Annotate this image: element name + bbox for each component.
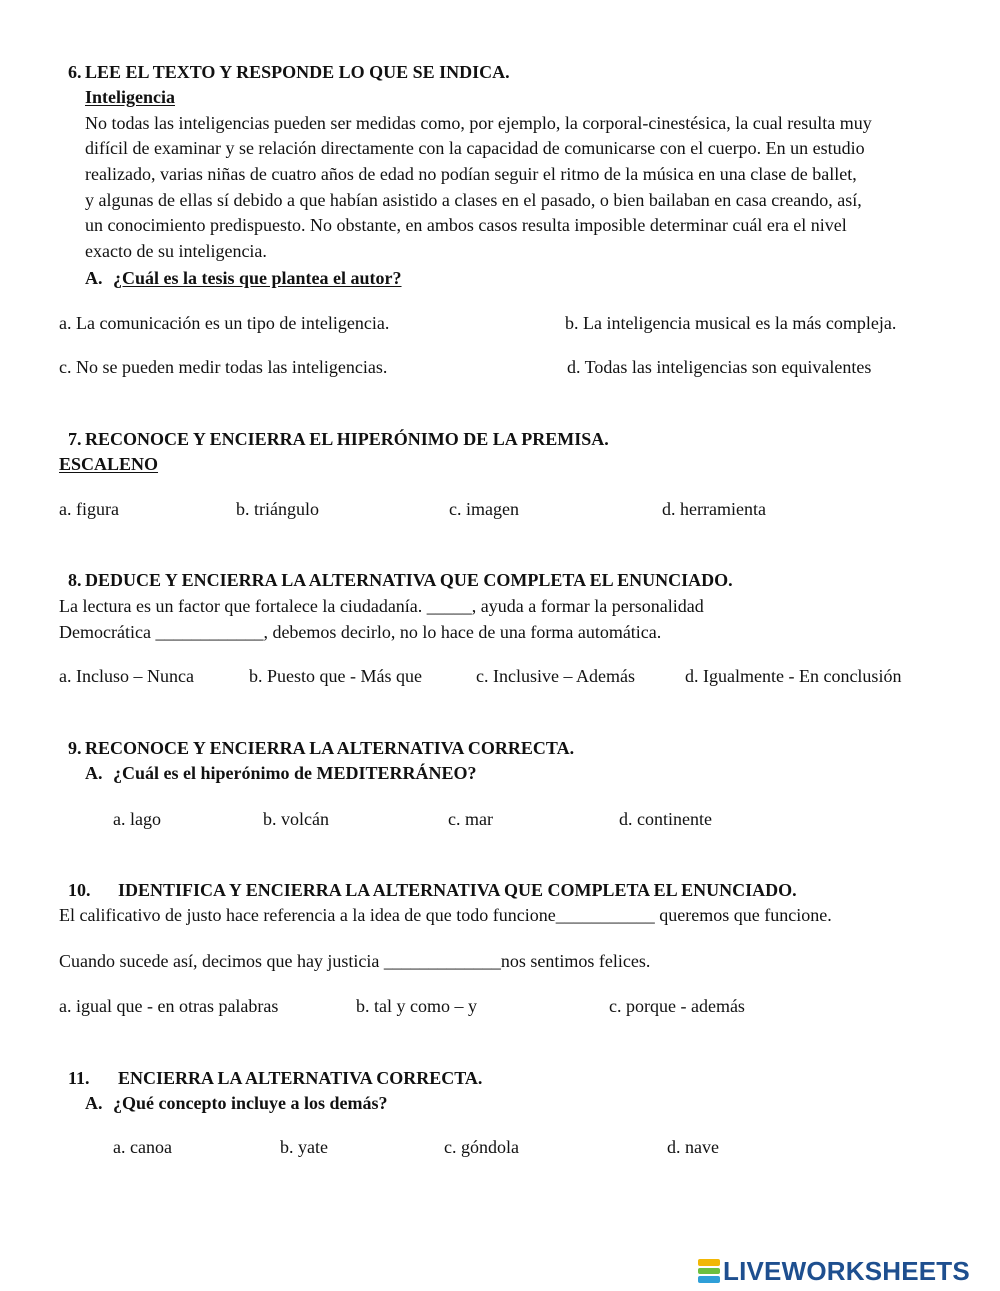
q11-heading: ENCIERRA LA ALTERNATIVA CORRECTA. [118,1068,483,1088]
q10-heading: IDENTIFICA Y ENCIERRA LA ALTERNATIVA QUE COMPLETA EL ENUNCIADO. [118,880,797,900]
q11-option-a[interactable]: a. canoa [113,1137,172,1157]
q10-statement-line: Cuando sucede así, decimos que hay justicia _____________nos sentimos felices. [59,951,651,971]
q9-option-c[interactable]: c. mar [448,809,493,829]
q10-option-c[interactable]: c. porque - además [609,996,745,1016]
q7-option-c[interactable]: c. imagen [449,499,519,519]
q11-question-label: A. [85,1093,103,1113]
liveworksheets-logo[interactable] [698,1256,970,1286]
q6-option-d[interactable]: d. Todas las inteligencias son equivalentes [567,357,872,377]
liveworksheets-brand-text: LIVEWORKSHEETS [723,1255,970,1286]
q7-option-d[interactable]: d. herramienta [662,499,766,519]
q6-passage-line: un conocimiento predispuesto. No obstante, en ambos casos resulta imposible determinar cuál era el nivel [85,215,847,235]
logo-bar-icon [698,1276,720,1283]
liveworksheets-logo-icon [698,1258,720,1284]
q9-question: ¿Cuál es el hiperónimo de MEDITERRÁNEO? [113,763,477,783]
q9-option-b[interactable]: b. volcán [263,809,329,829]
q11-question: ¿Qué concepto incluye a los demás? [113,1093,388,1113]
q9-option-a[interactable]: a. lago [113,809,161,829]
logo-bar-icon [698,1268,720,1275]
q8-statement-line: La lectura es un factor que fortalece la ciudadanía. _____, ayuda a formar la personalidad [59,596,704,616]
q6-number: 6. [68,62,82,82]
q6-heading: LEE EL TEXTO Y RESPONDE LO QUE SE INDICA. [85,62,510,82]
q10-option-b[interactable]: b. tal y como – y [356,996,477,1016]
q6-text-title: Inteligencia [85,87,175,107]
q10-option-a[interactable]: a. igual que - en otras palabras [59,996,279,1016]
q6-passage-line: No todas las inteligencias pueden ser medidas como, por ejemplo, la corporal-cinestésica, la cual resulta muy [85,113,872,133]
q6-passage-line: difícil de examinar y se relación directamente con la capacidad de comunicarse con el cuerpo. En un estudio [85,138,865,158]
q6-question: ¿Cuál es la tesis que plantea el autor? [113,268,402,288]
q11-option-c[interactable]: c. góndola [444,1137,519,1157]
q6-option-c[interactable]: c. No se pueden medir todas las inteligencias. [59,357,388,377]
q7-heading: RECONOCE Y ENCIERRA EL HIPERÓNIMO DE LA PREMISA. [85,429,609,449]
q6-passage-line: realizado, varias niñas de cuatro años de edad no podían seguir el ritmo de la música en una clase de ballet, [85,164,857,184]
q6-option-b[interactable]: b. La inteligencia musical es la más compleja. [565,313,897,333]
q9-question-label: A. [85,763,103,783]
q6-option-a[interactable]: a. La comunicación es un tipo de inteligencia. [59,313,390,333]
q6-question-label: A. [85,268,103,288]
q8-number: 8. [68,570,82,590]
q7-number: 7. [68,429,82,449]
q8-heading: DEDUCE Y ENCIERRA LA ALTERNATIVA QUE COMPLETA EL ENUNCIADO. [85,570,733,590]
q9-heading: RECONOCE Y ENCIERRA LA ALTERNATIVA CORRECTA. [85,738,575,758]
q10-statement-line: El calificativo de justo hace referencia a la idea de que todo funcione___________ queremos que funcione. [59,905,832,925]
q9-number: 9. [68,738,82,758]
q7-premise: ESCALENO [59,454,159,474]
q9-option-d[interactable]: d. continente [619,809,712,829]
q7-option-b[interactable]: b. triángulo [236,499,319,519]
q7-option-a[interactable]: a. figura [59,499,119,519]
q8-statement-line: Democrática ____________, debemos decirlo, no lo hace de una forma automática. [59,622,662,642]
q8-option-b[interactable]: b. Puesto que - Más que [249,666,422,686]
q11-number: 11. [68,1068,90,1088]
q11-option-d[interactable]: d. nave [667,1137,719,1157]
logo-bar-icon [698,1259,720,1266]
q11-option-b[interactable]: b. yate [280,1137,328,1157]
q10-number: 10. [68,880,91,900]
q8-option-d[interactable]: d. Igualmente - En conclusión [685,666,902,686]
q8-option-a[interactable]: a. Incluso – Nunca [59,666,194,686]
q8-option-c[interactable]: c. Inclusive – Además [476,666,635,686]
q6-passage-line: exacto de su inteligencia. [85,241,267,261]
q6-passage-line: y algunas de ellas sí debido a que habían asistido a clases en el pasado, o bien bailaban en casa creando, así, [85,190,862,210]
